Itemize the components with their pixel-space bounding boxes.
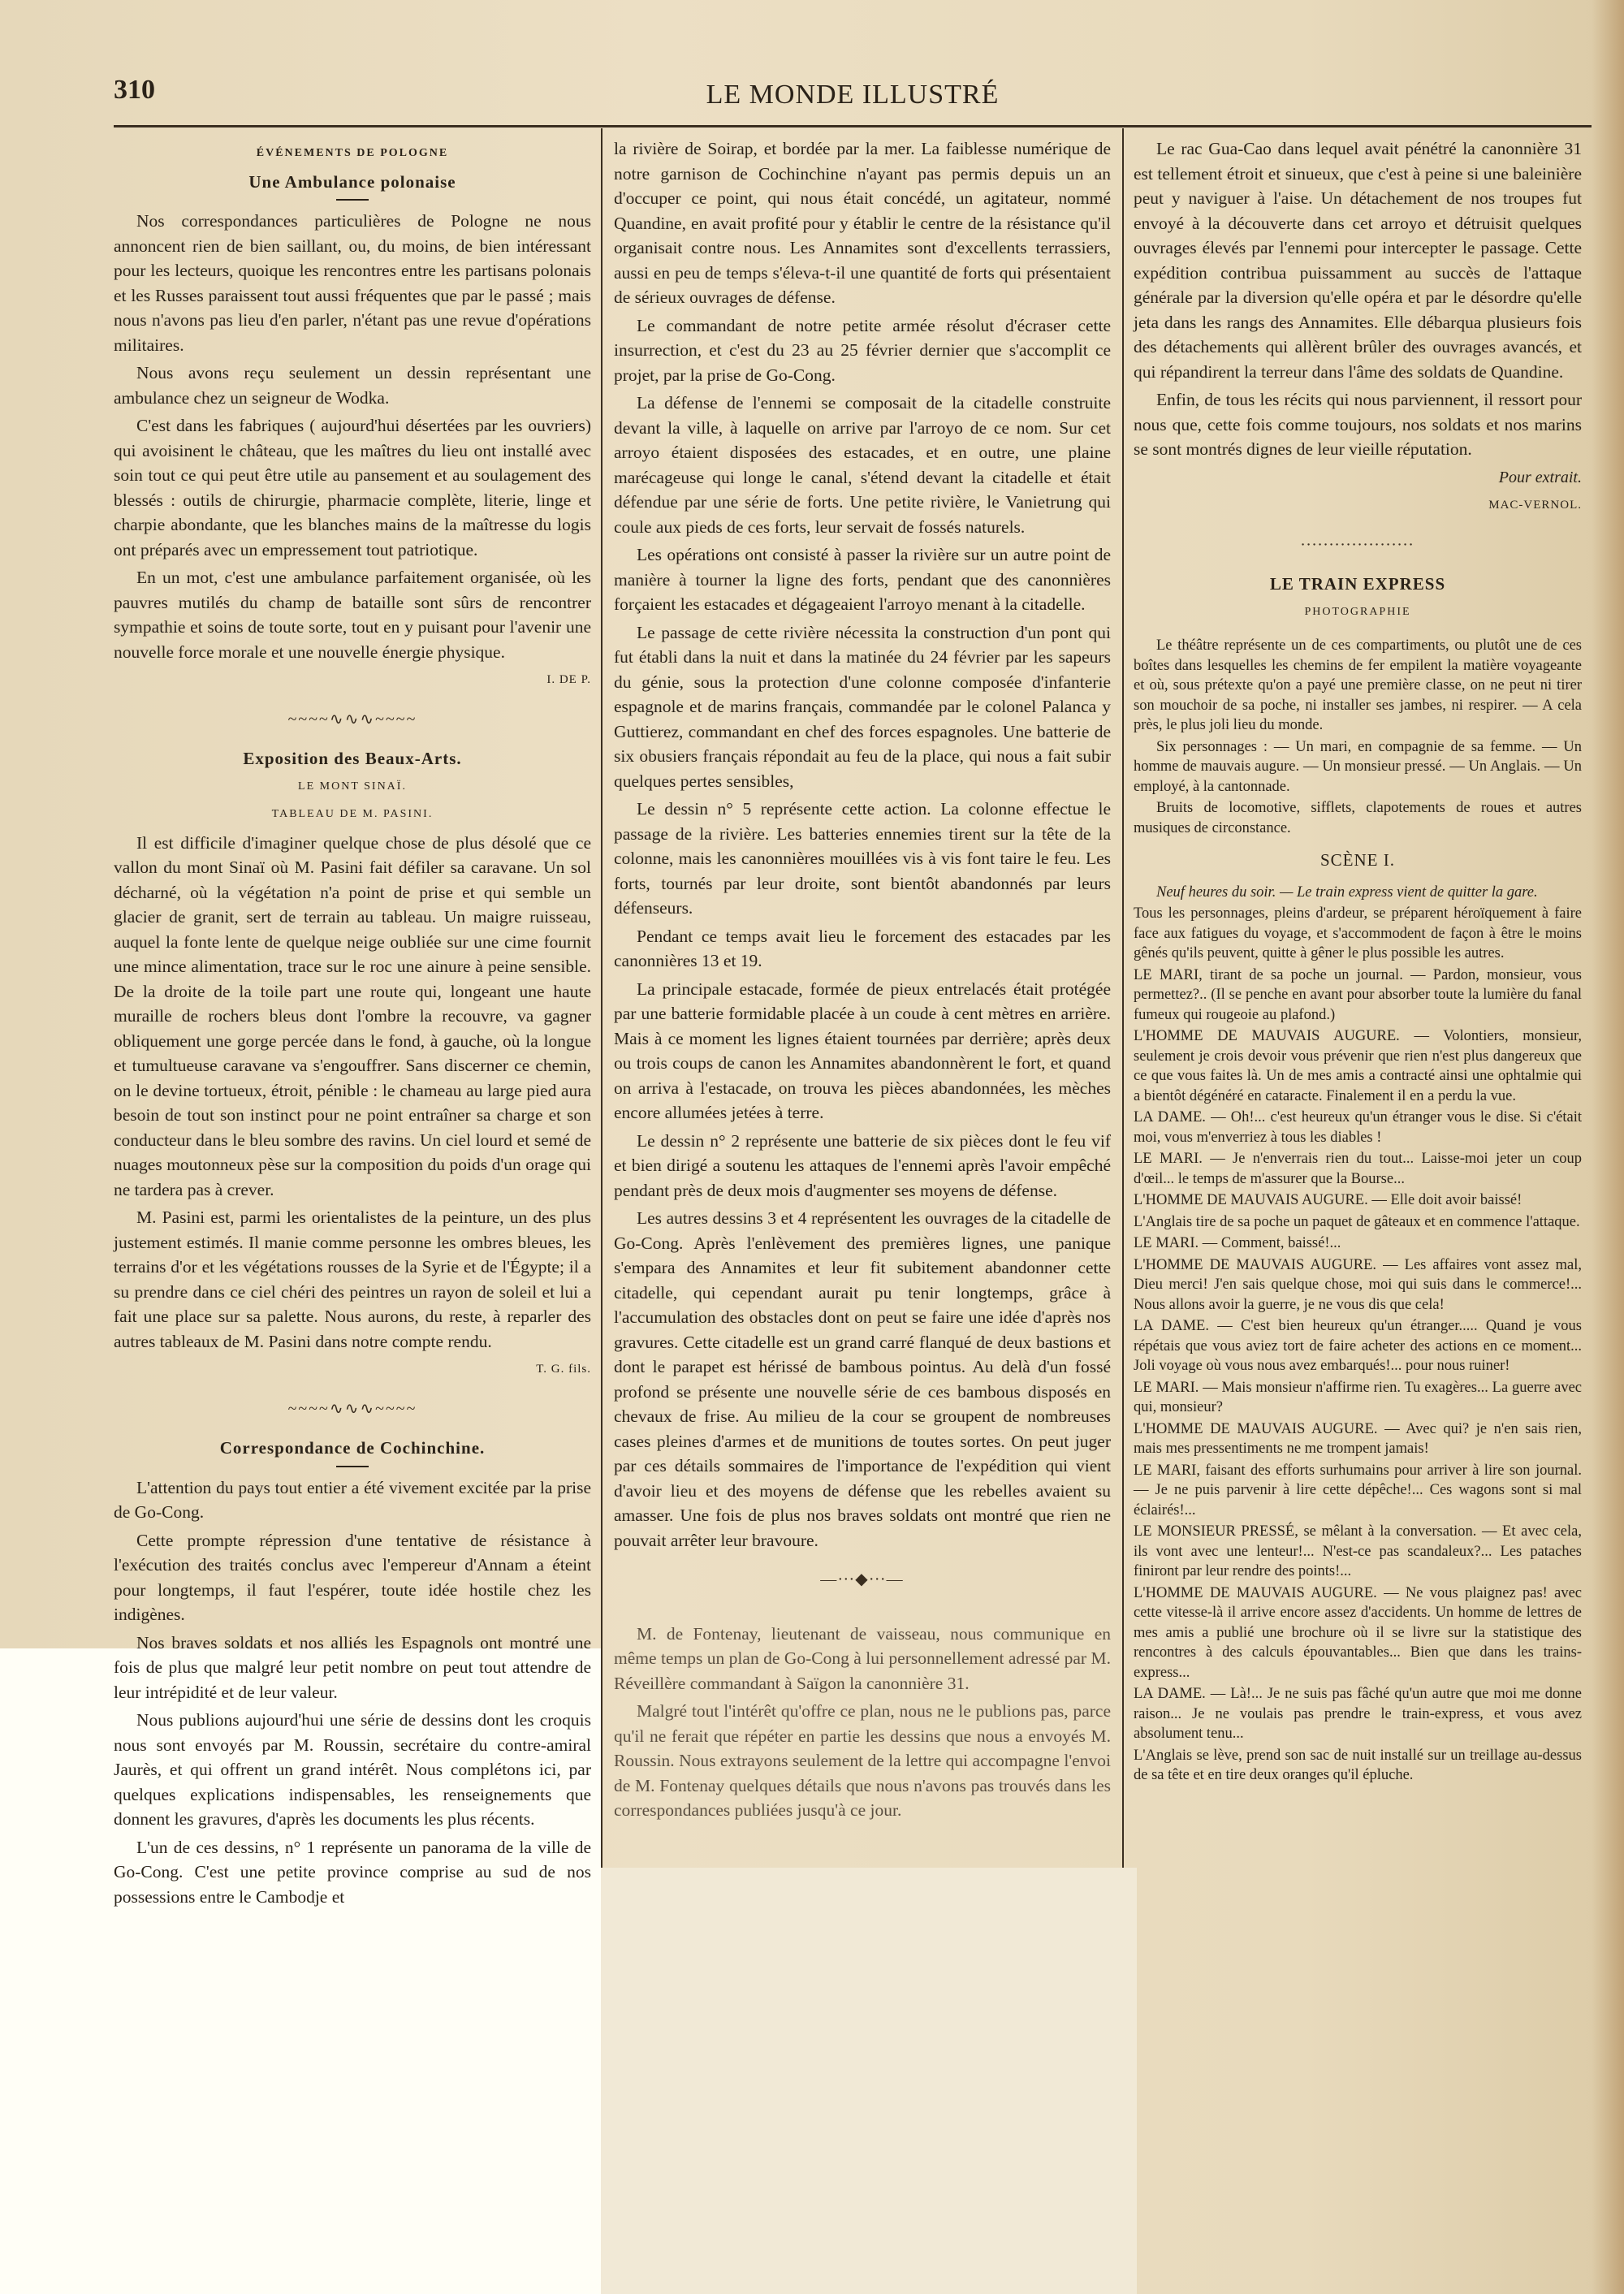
article-subtitle: LE MONT SINAÏ.: [298, 780, 407, 793]
dialogue-line: LE MARI. — Comment, baissé!...: [1134, 1235, 1341, 1251]
title-dash: [336, 1466, 369, 1467]
dialogue-line: LA DAME. — Oh!... c'est heureux qu'un étranger vous le dise. Si c'était moi, vous m'enverriez à tous les diables !: [1134, 1109, 1582, 1146]
article-title: Une Ambulance polonaise: [248, 171, 456, 192]
article-kicker: ÉVÉNEMENTS DE POLOGNE: [256, 147, 449, 159]
paragraph: Nous avons reçu seulement un dessin représentant une ambulance chez un seigneur de Wodka.: [114, 363, 591, 408]
article-title: LE TRAIN EXPRESS: [1269, 574, 1446, 594]
paragraph: Le rac Gua-Cao dans lequel avait pénétré la canonnière 31 est tellement étroit et sinueux, que c'est à peine si une baleinière peut y naviguer à l'aise. Un détachement de nos troupes fut envoyé à la découverte dans cet arroyo et détruisit quelques ouvrages élevés par l'ennemi pour intercepter le passage. Cette expédition contribua puissamment au succès de l'attaque générale par la diversion qu'elle opéra et par le désordre qu'elle jeta dans les rangs des Annamites. Elle débarqua plusieurs fois des détachements qui allèrent brûler des ouvrages avancés, et qui répandirent la terreur dans l'âme des soldats de Quandine.: [1134, 139, 1582, 382]
dialogue-line: L'HOMME DE MAUVAIS AUGURE. — Volontiers, monsieur, seulement je crois devoir vous prévenir que rien n'est plus dangereux que ce que vous faites là. Un de mes amis a contracté ainsi une ophtalmie qui a bientôt dégénéré en cataracte. Finalement il en a perdu la vue.: [1134, 1028, 1582, 1104]
dialogue-line: LE MARI, tirant de sa poche un journal. — Pardon, monsieur, vous permettez?.. (Il se penche en avant pour absorber toute la lumière du fanal fumeux qui rougeoie au plafond.): [1134, 966, 1582, 1023]
ornament-divider: ∙∙∙∙∙∙∙∙∙∙∙∙∙∙∙∙∙∙∙∙: [1301, 535, 1415, 554]
dialogue-line: Tous les personnages, pleins d'ardeur, se préparent héroïquement à faire face aux fatigues du voyage, et s'accommodent de façon à être le moins gênés qu'ils peuvent, quitte à gêner le plus possible les autres.: [1134, 905, 1582, 961]
dialogue-line: LE MARI. — Je n'enverrais rien du tout... Laisse-moi jeter un coup d'œil... le temps de m'assurer que la Bourse...: [1134, 1151, 1582, 1187]
paragraph: La défense de l'ennemi se composait de la citadelle construite devant la ville, à laquelle on arrive par l'arroyo de ce nom. Sur cet arroyo étaient disposées des estacades, et en outre, une plaine marécageuse qui longe le canal, s'étend devant la citadelle et était défendue par une série de forts. Une petite rivière, le Vanietrung qui coule aux pieds de ces forts, leur servait de fossés naturels.: [614, 393, 1111, 537]
signature: I. DE P.: [546, 673, 591, 686]
column-3: [1134, 136, 1582, 1787]
article-title: Exposition des Beaux-Arts.: [243, 749, 462, 768]
ornament-divider: ~~~~∿∿∿~~~~: [287, 710, 417, 728]
paragraph: En un mot, c'est une ambulance parfaitement organisée, où les pauvres mutilés du champ de bataille sont sûrs de rencontrer sympathie et soins de toute sorte, tout en y puisant pour l'avenir une nouvelle force morale et une nouvelle énergie physique.: [114, 568, 591, 662]
paragraph: Le dessin n° 2 représente une batterie de six pièces dont le feu vif et bien dirigé a soutenu les attaques de l'ennemi après l'avoir empêché pendant près de deux mois d'augmenter ses moyens de défense.: [614, 1130, 1111, 1200]
dialogue-line: LA DAME. — C'est bien heureux qu'un étranger..... Quand je vous répétais que vous aviez tort de faire acheter des actions en ce moment... Joli voyage où vous nous avez embarqués!... pour nous ruiner!: [1134, 1318, 1582, 1374]
paragraph: Le commandant de notre petite armée résolut d'écraser cette insurrection, et c'est du 23 au 25 février dernier que s'accomplit ce projet, par la prise de Go-Cong.: [614, 315, 1111, 385]
dialogue-line: L'Anglais tire de sa poche un paquet de gâteaux et en commence l'attaque.: [1134, 1213, 1580, 1230]
paragraph: Les autres dessins 3 et 4 représentent les ouvrages de la citadelle de Go-Cong. Après l'enlèvement des premières lignes, une panique s'empara des Annamites et leur fit subitement abandonner cette citadelle, qui cependant aurait pu tenir longtemps, grâce à l'accumulation des obstacles dont on peut se faire une idée d'après nos gravures. Cette citadelle est un grand carré flanqué de deux bastions et dont le parapet est hérissé de bambous pointus. Au delà d'un fossé profond se présente une nouvelle série de ces bambous disposés en chevaux de frise. Au milieu de la cour se groupent de nombreuses cases pleines d'armes et de munitions de toutes sortes. On peut juger par ces détails sommaires de l'importance de l'expédition qui vient d'avoir lieu et des moyens de défense que les rebelles avaient su amasser. Une fois de plus nos braves soldats ont montré que rien ne pouvait arrêter leur bravoure.: [614, 1208, 1111, 1550]
signature: T. G. fils.: [536, 1363, 591, 1376]
article-subtitle: TABLEAU DE M. PASINI.: [271, 808, 434, 820]
dialogue-line: LE MONSIEUR PRESSÉ, se mêlant à la conversation. — Et avec cela, ils vont avec une lenteur!... N'est-ce pas scandaleux?... Les pataches finiront par leur rendre des points!...: [1134, 1523, 1582, 1579]
column-1: [114, 136, 591, 1912]
paragraph: Nous publions aujourd'hui une série de dessins dont les croquis nous sont envoyés par M. Roussin, secrétaire du contre-amiral Jaurès, et qui offrent un grand intérêt. Nous complétons ici, par quelques explications indispensables, les renseignements que donnent les gravures, d'après les documents les plus récents.: [114, 1710, 591, 1829]
signature: MAC-VERNOL.: [1488, 499, 1582, 512]
dialogue-line: L'HOMME DE MAUVAIS AUGURE. — Elle doit avoir baissé!: [1134, 1192, 1522, 1208]
paragraph: Nos braves soldats et nos alliés les Espagnols ont montré une fois de plus que malgré leur petit nombre on peut tout attendre de leur intrépidité et de leur valeur.: [114, 1632, 591, 1702]
paragraph: Neuf heures du soir. — Le train express vient de quitter la gare.: [1156, 883, 1538, 901]
header-rule: [114, 125, 1592, 127]
paragraph: Pendant ce temps avait lieu le forcement des estacades par les canonnières 13 et 19.: [614, 926, 1111, 970]
paragraph: L'un de ces dessins, n° 1 représente un panorama de la ville de Go-Cong. C'est une petite province comprise au sud de nos possessions entre le Cambodje et: [114, 1837, 591, 1907]
paragraph: Cette prompte répression d'une tentative de résistance à l'exécution des traités conclus avec l'empereur d'Annam a éteint pour longtemps, il faut l'espérer, toute idée hostile chez les indigènes.: [114, 1530, 591, 1624]
page-number: 310: [114, 75, 155, 105]
paragraph: Six personnages : — Un mari, en compagnie de sa femme. — Un homme de mauvais augure. — Un monsieur pressé. — Un Anglais. — Un employé, à la cantonnade.: [1134, 738, 1582, 795]
paragraph: Bruits de locomotive, sifflets, clapotements de roues et autres musiques de circonstance.: [1134, 800, 1582, 836]
paragraph: M. Pasini est, parmi les orientalistes de la peinture, un des plus justement estimés. Il manie comme personne les ombres bleues, les terrains d'or et les végétations rousses de la Syrie et de l'Égypte; il a su prendre dans ce ciel chéri des peintres un rayon de soleil et lui a fait une place sur sa palette. Nous aurons, du reste, à reparler des autres tableaux de M. Pasini dans notre compte rendu.: [114, 1207, 591, 1351]
paragraph: C'est dans les fabriques ( aujourd'hui désertées par les ouvriers) qui avoisinent le château, que les maîtres du lieu ont installé avec soin tout ce qui peut être utile au pansement et au soulagement des blessés : outils de chirurgie, pharmacie complète, literie, linge et charpie abondante, que les blanches mains de la maîtresse du logis ont préparés avec un empressement tout patriotique.: [114, 416, 591, 559]
paragraph: Enfin, de tous les récits qui nous parviennent, il ressort pour nous que, cette fois comme toujours, nos soldats et nos marins se sont montrés dignes de leur vieille réputation.: [1134, 390, 1582, 459]
paragraph: L'attention du pays tout entier a été vivement excitée par la prise de Go-Cong.: [114, 1477, 591, 1522]
page-header: [114, 75, 1592, 123]
paragraph: Le passage de cette rivière nécessita la construction d'un pont qui fut établi dans la nuit et dans la matinée du 24 février par les sapeurs du génie, sous la protection d'une colonne composée d'infanterie espagnole et de marins français, commandée par le colonel Palanca y Guttierez, commandant en chef des forces espagnoles. Une batterie de six obusiers français répondait au feu de la place, qui nous a fait subir quelques pertes sensibles,: [614, 622, 1111, 791]
dialogue-line: L'HOMME DE MAUVAIS AUGURE. — Ne vous plaignez pas! avec cette vitesse-là il arrive encore assez d'accidents. Un homme de lettres de mes amis a publié une brochure où il se livre sur la statistique des rencontres à des calculs épouvantables... Bien que dans les trains-express...: [1134, 1584, 1582, 1681]
paragraph: la rivière de Soirap, et bordée par la mer. La faiblesse numérique de notre garnison de Cochinchine n'ayant pas permis depuis un an d'occuper ce point, qui nous était concédé, un agitateur, nommé Quandine, en avait profité pour y établir le centre de la résistance qu'il organisait contre nous. Les Annamites sont d'excellents terrassiers, aussi en peu de temps s'éleva-t-il une quantité de forts qui présentaient de sérieux ouvrages de défense.: [614, 139, 1111, 307]
dialogue-line: L'HOMME DE MAUVAIS AUGURE. — Avec qui? je n'en sais rien, mais mes pressentiments ne me trompent jamais!: [1134, 1420, 1582, 1457]
extract-note: Pour extrait.: [1498, 468, 1582, 486]
paragraph: Le dessin n° 5 représente cette action. La colonne effectue le passage de la rivière. Les batteries ennemies tirent sur la tête de la colonne, mais les canonnières mouillées vis à vis font taire le feu. Les forts, tournés par leur droite, sont bientôt abandonnés par leurs défenseurs.: [614, 799, 1111, 918]
paragraph: Il est difficile d'imaginer quelque chose de plus désolé que ce vallon du mont Sinaï où M. Pasini fait défiler sa caravane. Un sol décharné, où la végétation n'a point de prise et qui semble un glacier de granit, sert de terrain au tableau. Un maigre ruisseau, auquel la fonte lente de quelque neige oubliée sur une cime fournit une mince alimentation, trace sur le roc une ainure à peine sensible. De la droite de la toile part une route qui, longeant une haute muraille de rochers bleus dont l'ombre la recouvre, va gagner obliquement une gorge percée dans le fond, à gauche, où la longue et tumultueuse caravane va s'engouffrer. Sans discerner ce chemin, on le devine tortueux, étroit, pénible : le chameau au large pied aura besoin de tout son instinct pour ne point entraîner sa charge et son conducteur dans le bleu sombre des ravins. Un ciel lourd et semé de nuages moutonneux pèse sur la composition du poids d'un orage qui ne tardera pas à crever.: [114, 832, 591, 1199]
dialogue-line: LE MARI, faisant des efforts surhumains pour arriver à lire son journal. — Je ne puis parvenir à lire cette dépêche!... Ces wagons sont si mal éclairés!...: [1134, 1462, 1582, 1519]
title-dash: [336, 199, 369, 201]
ornament-divider: —∙∙∙◆∙∙∙—: [820, 1570, 905, 1588]
note-paragraph: Malgré tout l'intérêt qu'offre ce plan, nous ne le publions pas, parce qu'il ne ferait que répéter en partie les dessins que nous a envoyés M. Roussin. Nous extrayons seulement de la lettre qui accompagne l'envoi de M. Fontenay quelques détails que nous n'avons pas trouvés dans les correspondances publiées jusqu'à ce jour.: [614, 1701, 1111, 1820]
dialogue-line: LE MARI. — Mais monsieur n'affirme rien. Tu exagères... La guerre avec qui, monsieur?: [1134, 1379, 1582, 1415]
column-2: [614, 136, 1111, 1826]
page-edge-shadow: [1592, 0, 1624, 2294]
dialogue-line: L'Anglais se lève, prend son sac de nuit installé sur un treillage au-dessus de sa tête et en tire deux oranges qu'il épluche.: [1134, 1747, 1582, 1783]
article-subtitle: PHOTOGRAPHIE: [1304, 605, 1411, 618]
article-title: Correspondance de Cochinchine.: [219, 1438, 486, 1458]
note-panel: [601, 1868, 1137, 2294]
note-paragraph: M. de Fontenay, lieutenant de vaisseau, nous communique en même temps un plan de Go-Cong à lui personnellement adressé par M. Réveillère commandant à Saïgon la canonnière 31.: [614, 1623, 1111, 1693]
paragraph: La principale estacade, formée de pieux entrelacés était protégée par une batterie formidable placée à un coude à cent mètres en arrière. Mais à ce moment les lignes étaient tournées par derrière; après deux ou trois coups de canon les Annamites abandonnèrent le fort, et quand on arriva à l'estacade, on trouva les pièces abandonnées, les mèches encore allumées jetées à terre.: [614, 979, 1111, 1122]
journal-title: LE MONDE ILLUSTRÉ: [706, 80, 1000, 110]
paragraph: Les opérations ont consisté à passer la rivière sur un autre point de manière à tourner la ligne des forts, pendant que des canonnières forçaient les estacades et dégageaient l'arroyo menant à la citadelle.: [614, 545, 1111, 614]
ornament-divider: ~~~~∿∿∿~~~~: [287, 1399, 417, 1418]
scene-heading: SCÈNE I.: [1320, 850, 1395, 870]
paragraph: Le théâtre représente un de ces compartiments, ou plutôt une de ces boîtes dans lesquelles les chemins de fer empilent la matière voyageante et où, sous prétexte qu'on a payé une première classe, on ne peut ni tirer son mouchoir de sa poche, ni installer ses jambes, ni respirer. — A cela près, le plus joli lieu du monde.: [1134, 637, 1582, 733]
dialogue-line: LA DAME. — Là!... Je ne suis pas fâché qu'un autre que moi me donne raison... Je ne voulais pas prendre le train-express, et vous avez absolument tenu...: [1134, 1686, 1582, 1742]
dialogue-line: L'HOMME DE MAUVAIS AUGURE. — Les affaires vont assez mal, Dieu merci! J'en sais quelque chose, moi qui suis dans le commerce!... Nous allons avoir la guerre, je ne vous dis que cela!: [1134, 1256, 1582, 1313]
paragraph: Nos correspondances particulières de Pologne ne nous annoncent rien de bien saillant, ou, du moins, de bien intéressant pour les lecteurs, quoique les rencontres entre les partisans polonais et les Russes paraissent tout aussi fréquentes que par le passé ; mais nous n'avons pas lieu d'en parler, n'étant pas une revue d'opérations militaires.: [114, 211, 591, 355]
